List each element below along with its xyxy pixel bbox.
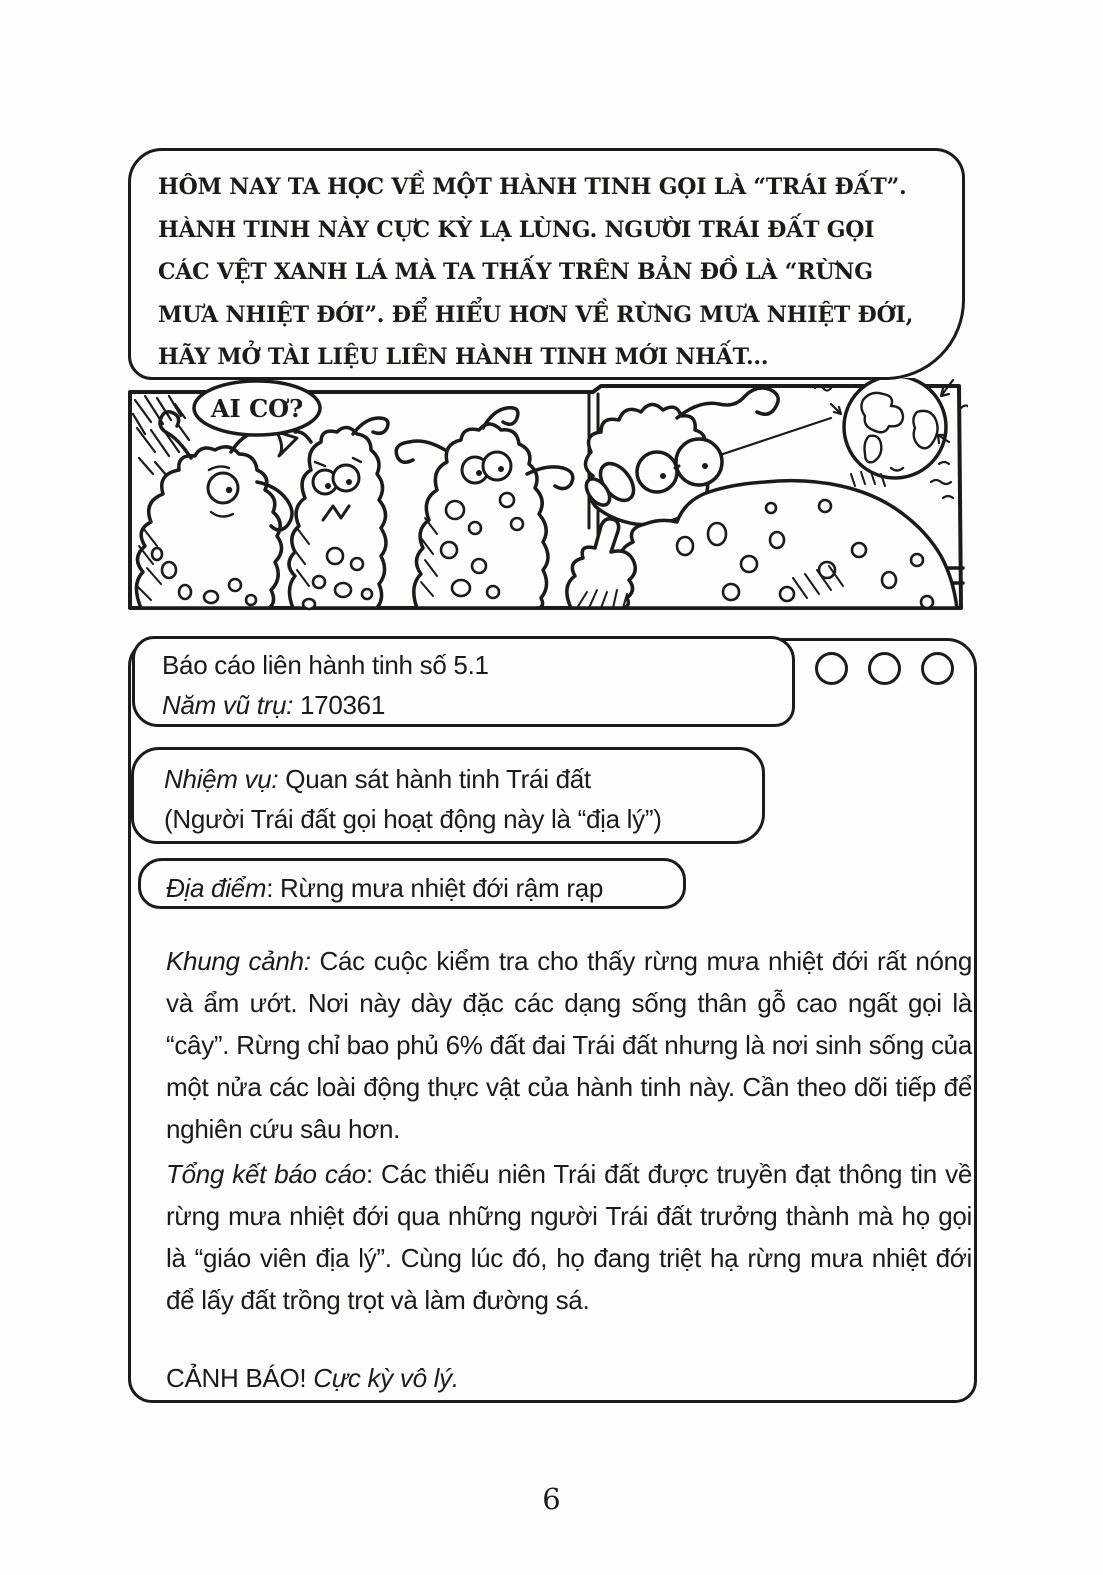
summary-paragraph <box>166 1153 972 1321</box>
location-label: Địa điểm <box>166 873 267 903</box>
window-dot-icon <box>815 652 848 685</box>
report-year-label: Năm vũ trụ: <box>162 690 294 720</box>
speech-line: CÁC VỆT XANH LÁ MÀ TA THẤY TRÊN BẢN ĐỒ LÀ “RỪNG <box>158 259 873 285</box>
mission-text: Quan sát hành tinh Trái đất <box>285 764 591 794</box>
window-dot-icon <box>921 652 954 685</box>
report-year <box>162 685 792 725</box>
speech-line: HÔM NAY TA HỌC VỀ MỘT HÀNH TINH GỌI LÀ “TRÁI ĐẤT”. <box>158 174 907 200</box>
scene-text: Các cuộc kiểm tra cho thấy rừng mưa nhiệt đới rất nóng và ẩm ướt. Nơi này dày đặc các dạng sống thân gỗ cao ngất gọi là “cây”. Rừng chỉ bao phủ 6% đất đai Trái đất nhưng là nơi sinh sống của một nửa các loài động thực vật của hành tinh này. Cần theo dõi tiếp để nghiên cứu sâu hơn. <box>166 946 972 1144</box>
speech-line: MƯA NHIỆT ĐỚI”. ĐỂ HIỂU HƠN VỀ RỪNG MƯA NHIỆT ĐỚI, <box>158 301 914 328</box>
scene-paragraph <box>166 940 972 1150</box>
mission-label: Nhiệm vụ: <box>164 764 279 794</box>
report-window <box>128 638 977 1403</box>
mission-box <box>131 747 765 844</box>
student-alien-3 <box>396 408 573 608</box>
summary-label: Tổng kết báo cáo <box>166 1159 366 1189</box>
teacher-hand <box>567 519 635 608</box>
warning-line <box>166 1363 459 1394</box>
mission-note: (Người Trái đất gọi hoạt động này là “địa lý”) <box>164 804 662 834</box>
warning-text: Cực kỳ vô lý. <box>313 1363 459 1393</box>
report-year-value: 170361 <box>300 690 385 720</box>
window-dots <box>815 652 954 685</box>
speech-line: HÃY MỞ TÀI LIỆU LIÊN HÀNH TINH MỚI NHẤT... <box>158 344 769 370</box>
report-title: Báo cáo liên hành tinh số 5.1 <box>162 650 489 680</box>
alien-speech-bubble <box>194 381 320 456</box>
warning-label: CẢNH BÁO! <box>166 1363 307 1393</box>
report-header-box <box>132 636 795 727</box>
scene-label: Khung cảnh: <box>166 946 311 976</box>
teacher-speech-bubble <box>128 148 965 380</box>
page-number: 6 <box>542 1482 561 1516</box>
student-alien-1 <box>136 411 292 608</box>
location-text: : Rừng mưa nhiệt đới rậm rạp <box>266 873 604 903</box>
speech-line: HÀNH TINH NÀY CỰC KỲ LẠ LÙNG. NGƯỜI TRÁI ĐẤT GỌI <box>158 216 875 243</box>
alien-speech-text: AI CƠ? <box>210 394 304 423</box>
earth-globe <box>815 378 968 498</box>
comic-panel <box>125 378 968 612</box>
summary-text: : Các thiếu niên Trái đất được truyền đạt thông tin về rừng mưa nhiệt đới qua những người Trái đất trưởng thành mà họ gọi là “giáo viên địa lý”. Cùng lúc đó, họ đang triệt hạ rừng mưa nhiệt đới để lấy đất trồng trọt và làm đường sá. <box>166 1159 972 1315</box>
student-alien-2 <box>289 418 388 609</box>
location-box <box>138 858 686 909</box>
window-dot-icon <box>868 652 901 685</box>
